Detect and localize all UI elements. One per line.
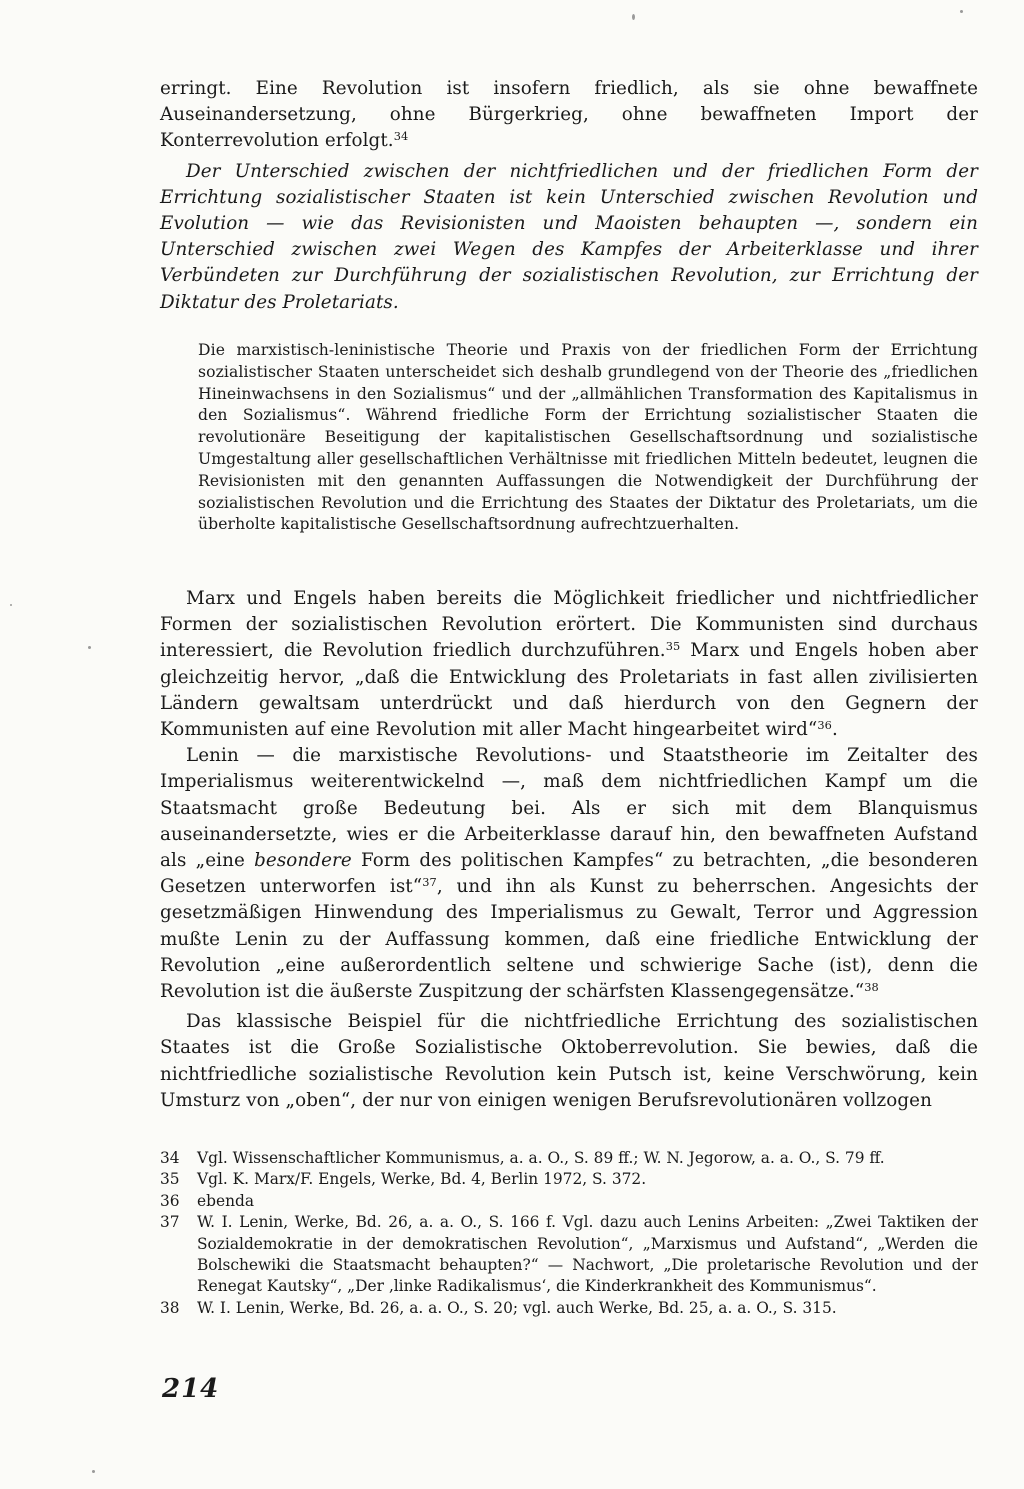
footnote-ref: 38 [864, 979, 879, 994]
footnote-text: W. I. Lenin, Werke, Bd. 26, a. a. O., S. 20; vgl. auch Werke, Bd. 25, a. a. O., S. 315. [197, 1298, 837, 1317]
main-text-continued [160, 586, 978, 1114]
small-print-block [198, 340, 978, 536]
footnote-text: Vgl. K. Marx/F. Engels, Werke, Bd. 4, Berlin 1972, S. 372. [197, 1170, 647, 1189]
footnote [160, 1298, 978, 1319]
footnotes [160, 1148, 978, 1319]
footnote-ref: 37 [422, 875, 437, 889]
footnote [160, 1148, 978, 1169]
paragraph-1: erringt. Eine Revolution ist insofern friedlich, als sie ohne bewaffnete Auseinandersetzung, ohne Bürgerkrieg, ohne bewaffneten Import der Konterrevolution erfolgt.$^{34}$ [160, 78, 978, 152]
footnote [160, 1212, 978, 1298]
paragraph-3-small: Die marxistisch-leninistische Theorie und Praxis von der friedlichen Form der Errichtung sozialistischer Staaten unterscheidet sich deshalb grundlegend von der Theorie des „friedlichen Hineinwachsens in den Sozialismus“ und der „allmählichen Transformation des Kapitalismus in den Sozialismus“. Während friedliche Form der Errichtung sozialistischer Staaten die revolutionäre Beseitigung der kapitalistischen Gesellschaftsordnung und sozialistische Umgestaltung aller gesellschaftlichen Verhältnisse mit friedlichen Mitteln bedeutet, leugnen die Revisionisten mit den genannten Auffassungen die Notwendigkeit der Durchführung der sozialistischen Revolution und die Errichtung des Staates der Diktatur des Proletariats, um die überholte kapitalistische Gesellschaftsordnung aufrechtzuerhalten. [198, 341, 978, 534]
footnote [160, 1191, 978, 1212]
paragraph-4: Marx und Engels haben bereits die Möglichkeit friedlicher und nichtfriedlicher Formen der sozialistischen Revolution erörtert. Die Kommunisten sind durchaus interessiert, die Revolution friedlich durchzuführen.$^{35}$ Marx und Engels hoben aber gleichzeitig hervor, „daß die Entwicklung des Proletariats in fast allen zivilisierten Ländern gewaltsam unterdrückt und daß hierdurch von den Gegnern der Kommunisten auf eine Revolution mit aller Macht hingearbeitet wird“$^{36}$. [160, 588, 978, 741]
footnote [160, 1169, 978, 1190]
scan-speck [88, 646, 91, 649]
main-text [160, 76, 978, 316]
footnote-ref: 34 [393, 129, 409, 144]
footnote-number: 35 [160, 1170, 180, 1189]
footnote-number: 38 [160, 1298, 180, 1317]
paragraph-2-italic: Der Unterschied zwischen der nichtfriedlichen und der friedlichen Form der Errichtung sozialistischer Staaten ist kein Unterschied zwischen Revolution und Evolution — wie das Revisionisten und Maoisten behaupten —, sondern ein Unterschied zwischen zwei Wegen des Kampfes der Arbeiterklasse und ihrer Verbündeten zur Durchführung der sozialistischen Revolution, zur Errichtung der Diktatur des Proletariats. [160, 160, 978, 313]
scan-speck [632, 14, 635, 20]
footnote-number: 37 [160, 1213, 180, 1232]
footnote-ref: 36 [817, 717, 832, 732]
scan-speck [92, 1470, 95, 1473]
scan-speck [960, 10, 963, 13]
footnote-number: 36 [160, 1191, 180, 1210]
footnote-text: Vgl. Wissenschaftlicher Kommunismus, a. a. O., S. 89 ff.; W. N. Jegorow, a. a. O., S. 79 ff. [197, 1149, 885, 1167]
paragraph-5: Lenin — die marxistische Revolutions- und Staatstheorie im Zeitalter des Imperialismus weiterentwickelnd —, maß dem nichtfriedlichen Kampf um die Staatsmacht große Bedeutung bei. Als er sich mit dem Blanquismus auseinandersetzte, wies er die Arbeiterklasse darauf hin, den bewaffneten Aufstand als „eine besondere Form des politischen Kampfes“ zu betrachten, „die besonderen Gesetzen unterworfen ist“$^{37}$, und ihn als Kunst zu beherrschen. Angesichts der gesetzmäßigen Hinwendung des Imperialismus zu Gewalt, Terror und Aggression mußte Lenin zu der Auffassung kommen, daß eine friedliche Entwicklung der Revolution „eine außerordentlich seltene und schwierige Sache (ist), denn die Revolution ist die äußerste Zuspitzung der schärfsten Klassengegensätze.“$^{38}$ [160, 745, 978, 1003]
footnote-text: ebenda [197, 1191, 255, 1210]
page-number: 214 [162, 1374, 220, 1404]
scan-speck [10, 604, 12, 606]
footnote-ref: 35 [665, 639, 681, 654]
footnote-text: W. I. Lenin, Werke, Bd. 26, a. a. O., S. 166 f. Vgl. dazu auch Lenins Arbeiten: „Zwei Taktiken der Sozialdemokratie in der demokratischen Revolution“, „Marxismus und Aufstand“, „Werden die Bolschewiki die Staatsmacht behaupten?“ — Nachwort, „Die proletarische Revolution und der Renegat Kautsky“, „Der ‚linke Radikalismus‘, die Kinderkrankheit des Kommunismus“. [197, 1213, 978, 1296]
paragraph-6: Das klassische Beispiel für die nichtfriedliche Errichtung des sozialistischen Staates ist die Große Sozialistische Oktoberrevolution. Sie bewies, daß die nichtfriedliche sozialistische Revolution kein Putsch ist, keine Verschwörung, kein Umsturz von „oben“, der nur von einigen wenigen Berufsrevolutionären vollzogen [160, 1011, 978, 1111]
footnote-number: 34 [160, 1149, 180, 1167]
